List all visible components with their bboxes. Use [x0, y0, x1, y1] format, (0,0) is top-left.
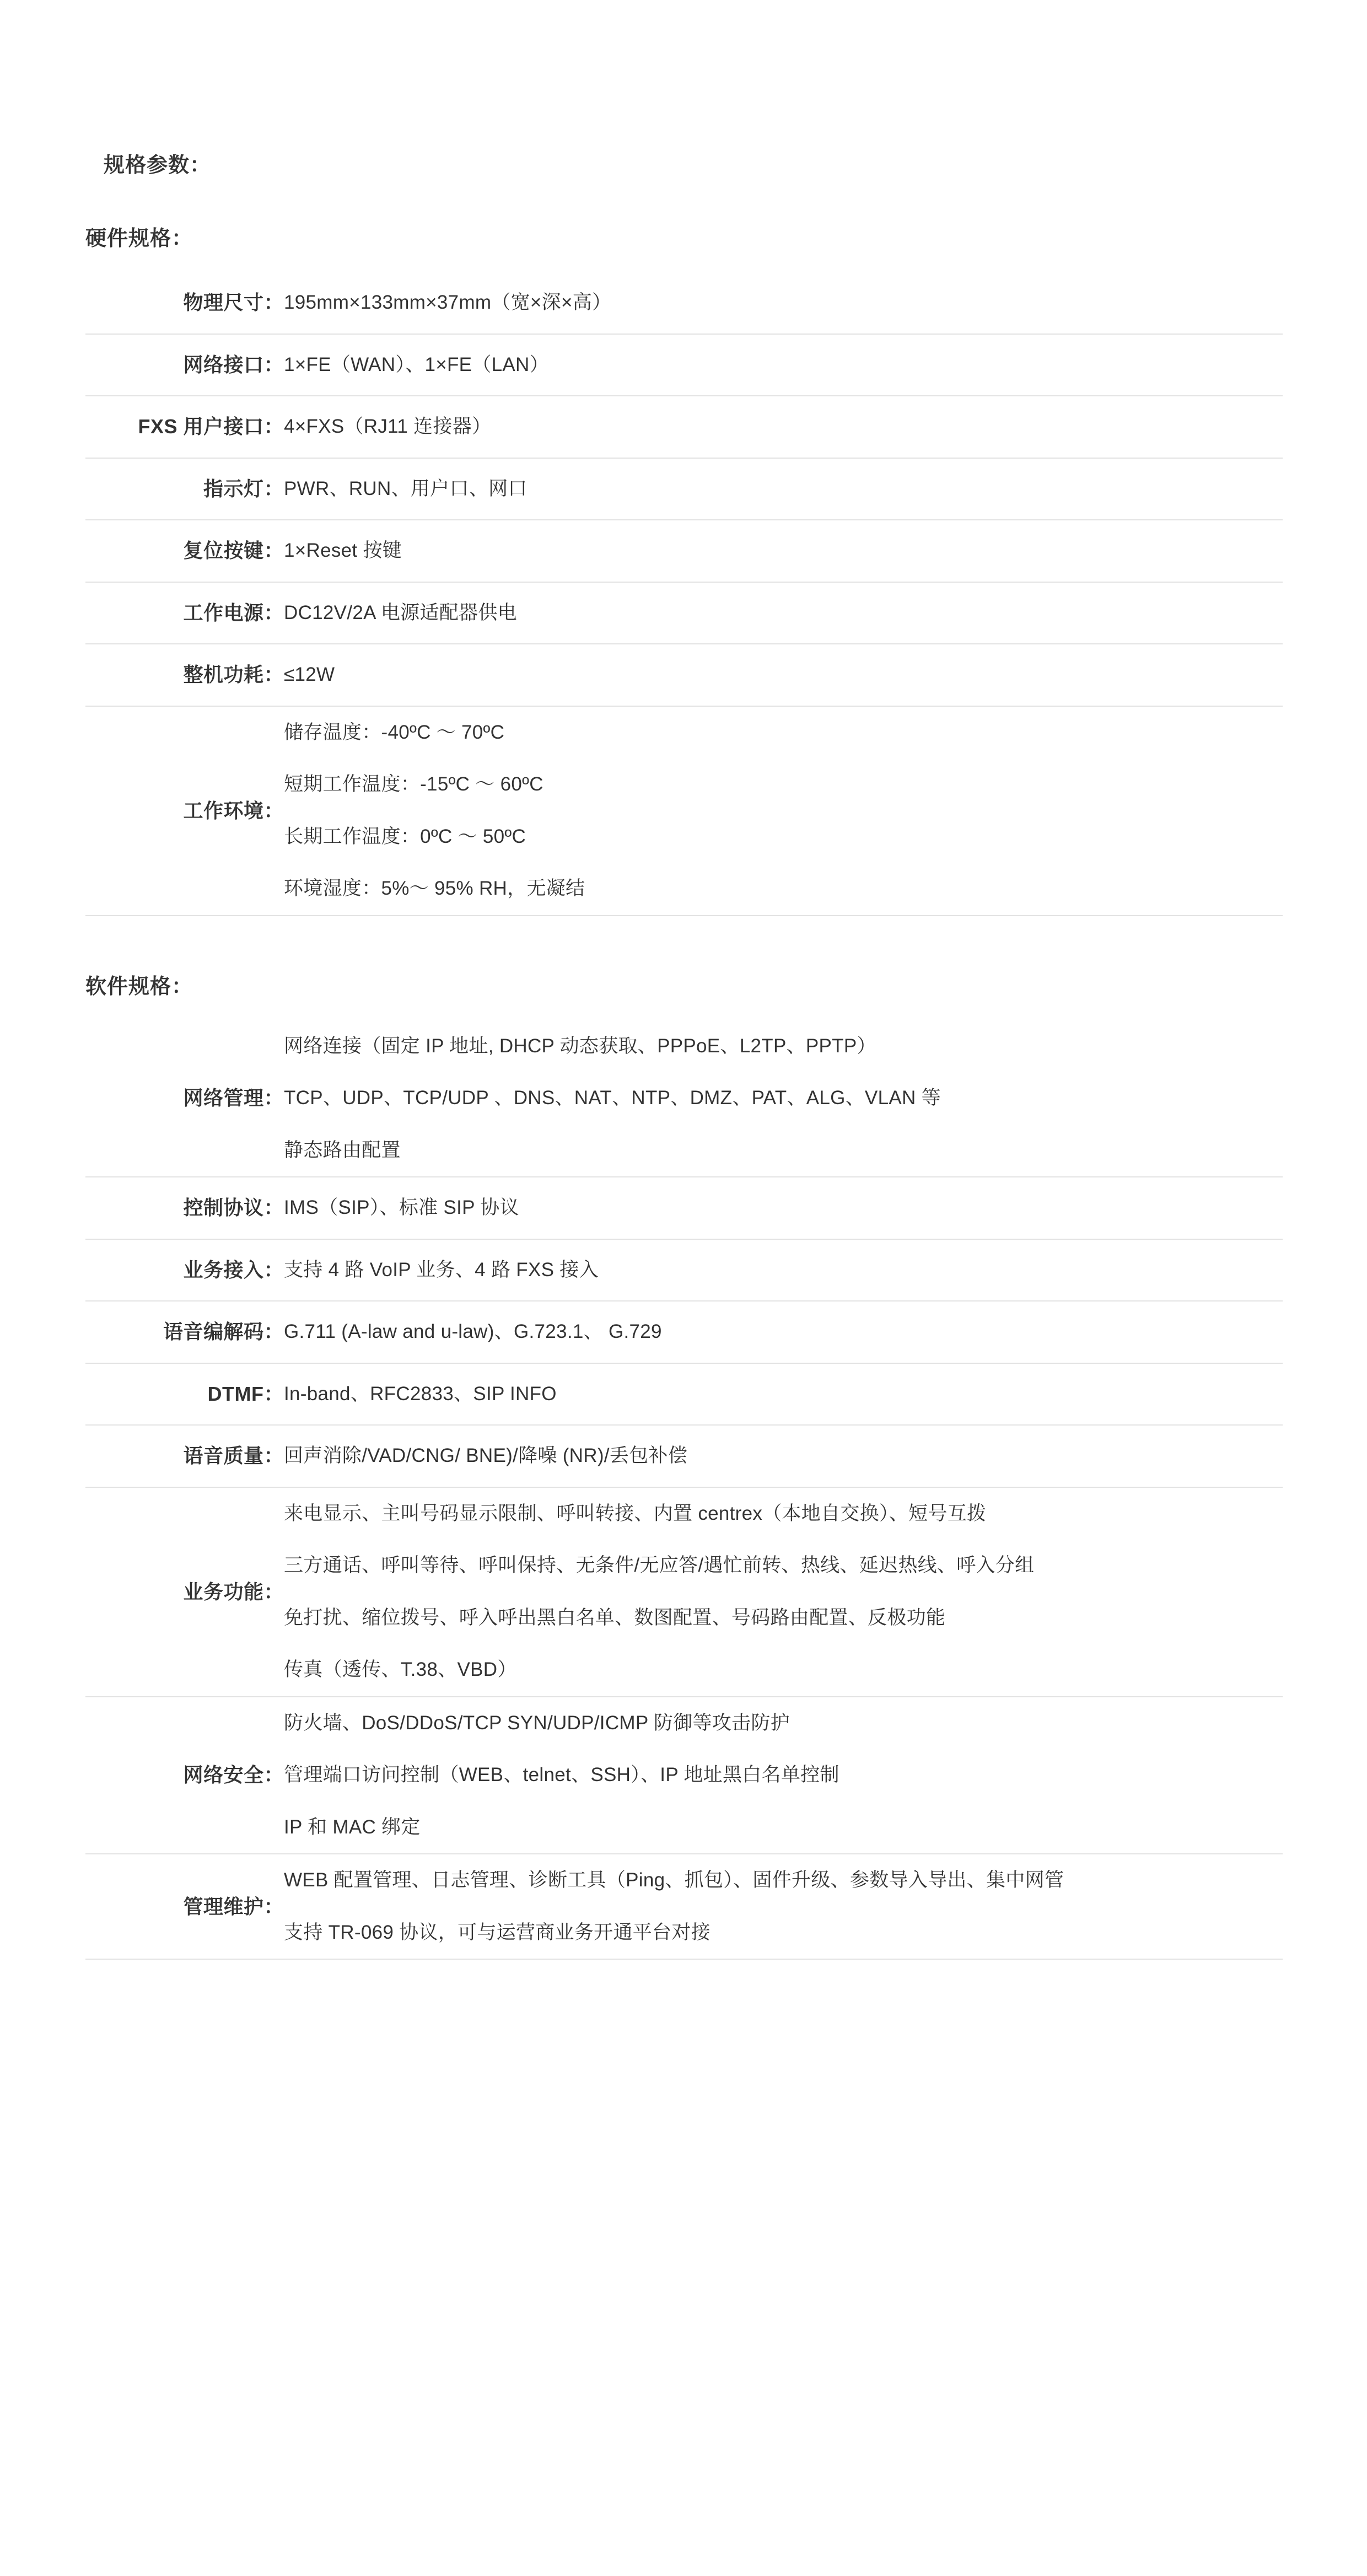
spec-value-line: 免打扰、缩位拨号、呼入呼出黑白名单、数图配置、号码路由配置、反极功能 — [284, 1606, 946, 1628]
spec-value-line: TCP、UDP、TCP/UDP 、DNS、NAT、NTP、DMZ、PAT、ALG、VLAN 等 — [284, 1087, 941, 1109]
spec-value — [284, 396, 1283, 458]
spec-value-line: 静态路由配置 — [284, 1139, 401, 1161]
table-row — [85, 582, 1283, 644]
table-row — [85, 706, 1283, 916]
spec-value — [284, 1239, 1283, 1302]
spec-label: 工作环境： — [85, 706, 284, 916]
spec-value — [284, 1363, 1283, 1426]
table-row — [85, 1301, 1283, 1363]
software-section-heading: 软件规格： — [85, 975, 193, 998]
software-table-body — [85, 1020, 1283, 1960]
spec-label: FXS 用户接口： — [85, 396, 284, 458]
spec-value — [284, 1697, 1283, 1854]
spec-value-line: DC12V/2A 电源适配器供电 — [284, 601, 517, 623]
page-title: 规格参数： — [104, 154, 212, 177]
hardware-section-heading: 硬件规格： — [85, 227, 193, 250]
table-row — [85, 334, 1283, 396]
table-row — [85, 520, 1283, 582]
spec-value — [284, 1854, 1283, 1959]
table-row — [85, 1487, 1283, 1697]
table-row — [85, 458, 1283, 520]
spec-value — [284, 582, 1283, 644]
spec-value-line: 4×FXS（RJ11 连接器） — [284, 416, 492, 437]
table-row — [85, 1239, 1283, 1302]
spec-label: 网络管理： — [85, 1020, 284, 1177]
spec-value — [284, 1020, 1283, 1177]
spec-value — [284, 1487, 1283, 1697]
hardware-table-body — [85, 272, 1283, 916]
table-row — [85, 1425, 1283, 1487]
spec-value — [284, 272, 1283, 334]
spec-label: 管理维护： — [85, 1854, 284, 1959]
spec-label: 工作电源： — [85, 582, 284, 644]
spec-value — [284, 1301, 1283, 1363]
spec-value-line: 长期工作温度：0ºC ～ 50ºC — [284, 825, 526, 847]
spec-label: 物理尺寸： — [85, 272, 284, 334]
table-row — [85, 1177, 1283, 1239]
spec-value-line: 三方通话、呼叫等待、呼叫保持、无条件/无应答/遇忙前转、热线、延迟热线、呼入分组 — [284, 1555, 1035, 1576]
spec-value — [284, 458, 1283, 520]
spec-value-line: IMS（SIP）、标准 SIP 协议 — [284, 1197, 519, 1218]
spec-label: 业务功能： — [85, 1487, 284, 1697]
spec-value-line: ≤12W — [284, 664, 335, 685]
table-row — [85, 1697, 1283, 1854]
spec-value — [284, 520, 1283, 582]
spec-value-line: 防火墙、DoS/DDoS/TCP SYN/UDP/ICMP 防御等攻击防护 — [284, 1712, 790, 1734]
software-spec-table — [85, 1020, 1283, 1960]
spec-value-line: 支持 4 路 VoIP 业务、4 路 FXS 接入 — [284, 1259, 599, 1281]
spec-label: 语音编解码： — [85, 1301, 284, 1363]
spec-value-line: G.711 (A-law and u-law)、G.723.1、 G.729 — [284, 1321, 662, 1342]
spec-label: DTMF： — [85, 1363, 284, 1426]
spec-label: 复位按键： — [85, 520, 284, 582]
spec-value-line: 回声消除/VAD/CNG/ BNE)/降噪 (NR)/丢包补偿 — [284, 1445, 687, 1466]
spec-value — [284, 644, 1283, 706]
spec-label: 指示灯： — [85, 458, 284, 520]
spec-value-line: IP 和 MAC 绑定 — [284, 1816, 421, 1838]
spec-label: 网络安全： — [85, 1697, 284, 1854]
spec-value-line: 1×Reset 按键 — [284, 540, 402, 561]
spec-value-line: 来电显示、主叫号码显示限制、呼叫转接、内置 centrex（本地自交换）、短号互拨 — [284, 1502, 987, 1524]
table-row — [85, 1854, 1283, 1959]
spec-value-line: 储存温度：-40ºC ～ 70ºC — [284, 721, 505, 743]
spec-label: 业务接入： — [85, 1239, 284, 1302]
spec-value-line: 传真（透传、T.38、VBD） — [284, 1659, 517, 1680]
spec-value — [284, 1425, 1283, 1487]
hardware-spec-table — [85, 272, 1283, 916]
spec-value-line: PWR、RUN、用户口、网口 — [284, 477, 528, 499]
spec-value-line: 管理端口访问控制（WEB、telnet、SSH）、IP 地址黑白名单控制 — [284, 1764, 839, 1786]
spec-value — [284, 706, 1283, 916]
spec-value-line: WEB 配置管理、日志管理、诊断工具（Ping、抓包）、固件升级、参数导入导出、集中网管 — [284, 1869, 1064, 1891]
spec-value-line: 1×FE（WAN）、1×FE（LAN） — [284, 353, 549, 375]
spec-value-line: 网络连接（固定 IP 地址, DHCP 动态获取、PPPoE、L2TP、PPTP） — [284, 1035, 876, 1057]
spec-value — [284, 1177, 1283, 1239]
spec-label: 语音质量： — [85, 1425, 284, 1487]
spec-value-line: 短期工作温度：-15ºC ～ 60ºC — [284, 773, 543, 795]
spec-value-line: 支持 TR-069 协议，可与运营商业务开通平台对接 — [284, 1921, 711, 1943]
table-row — [85, 272, 1283, 334]
spec-label: 控制协议： — [85, 1177, 284, 1239]
spec-value-line: In-band、RFC2833、SIP INFO — [284, 1383, 557, 1405]
spec-label: 网络接口： — [85, 334, 284, 396]
spec-value — [284, 334, 1283, 396]
spec-value-line: 195mm×133mm×37mm（宽×深×高） — [284, 292, 612, 313]
spec-value-line: 环境湿度：5%～ 95% RH，无凝结 — [284, 878, 585, 899]
table-row — [85, 1363, 1283, 1426]
spec-label: 整机功耗： — [85, 644, 284, 706]
table-row — [85, 644, 1283, 706]
table-row — [85, 396, 1283, 458]
table-row — [85, 1020, 1283, 1177]
